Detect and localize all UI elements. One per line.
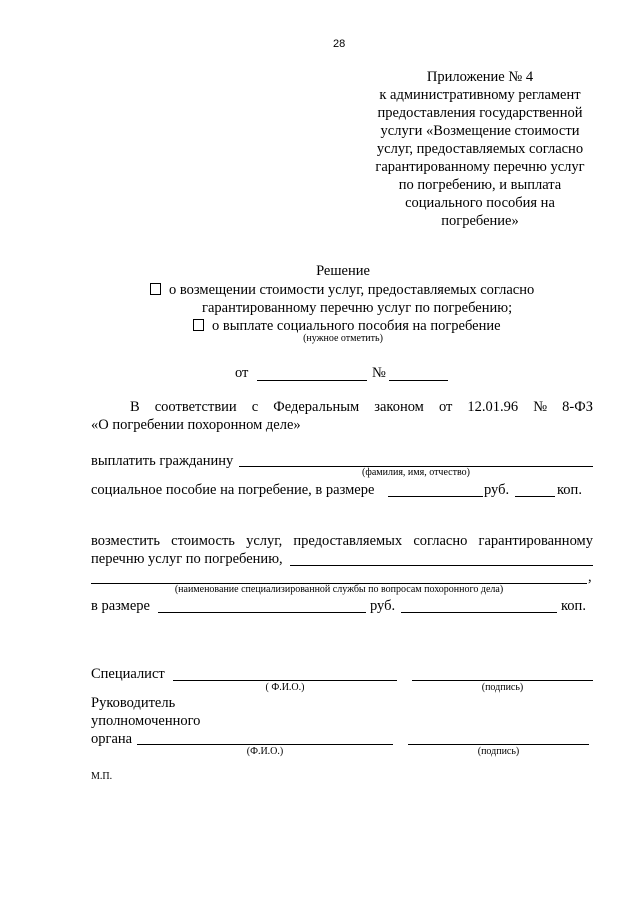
head-signature-field[interactable]	[408, 744, 589, 745]
option-reimburse-label: о возмещении стоимости услуг, предоставляемых согласно	[169, 282, 535, 298]
date-field[interactable]	[257, 380, 367, 381]
basis-word: законом	[374, 399, 424, 415]
basis-word: соответствии	[154, 399, 237, 415]
allowance-rub-field[interactable]	[388, 496, 483, 497]
basis-word: от	[438, 399, 453, 415]
appendix-line: предоставления государственной	[377, 105, 583, 121]
pay-citizen-label: выплатить гражданину	[91, 453, 234, 469]
appendix-line: погребение»	[441, 213, 519, 229]
appendix-line: услуги «Возмещение стоимости	[380, 123, 580, 139]
head-fio-hint: (Ф.И.О.)	[246, 746, 284, 757]
basis-word: с	[251, 399, 259, 415]
head-label-line2: уполномоченного	[91, 713, 201, 729]
stamp-place: М.П.	[91, 771, 113, 782]
reimburse-comma: ,	[588, 569, 592, 585]
head-label-line3: органа	[91, 731, 133, 747]
basis-word: 12.01.96	[467, 399, 519, 415]
specialist-signature-field[interactable]	[412, 680, 593, 681]
number-label: №	[372, 365, 386, 381]
date-label: от	[235, 365, 249, 381]
reimburse-rub-field[interactable]	[158, 612, 366, 613]
option-reimburse-label-cont: гарантированному перечню услуг по погребению;	[202, 300, 513, 316]
appendix-line: к административному регламент	[379, 87, 581, 103]
service-name-field[interactable]	[290, 565, 593, 566]
number-field[interactable]	[389, 380, 448, 381]
reimburse-kop-label: коп.	[561, 598, 586, 614]
checkbox-icon[interactable]	[150, 283, 161, 295]
basis-word: 8-ФЗ	[562, 399, 593, 415]
reimburse-word: предоставляемых	[293, 533, 403, 549]
reimburse-word: гарантированному	[478, 533, 593, 549]
head-signature-hint: (подпись)	[477, 746, 520, 757]
reimburse-kop-field[interactable]	[401, 612, 557, 613]
appendix-line: по погребению, и выплата	[398, 177, 562, 193]
reimburse-amount-label: в размере	[91, 598, 150, 614]
reimburse-line	[91, 532, 593, 550]
reimburse-rub-label: руб.	[370, 598, 396, 614]
head-label-line1: Руководитель	[91, 695, 176, 711]
basis-word: №	[533, 399, 548, 415]
appendix-line: гарантированному перечню услуг	[375, 159, 585, 175]
basis-line	[130, 398, 593, 416]
option-reimburse[interactable]	[150, 281, 534, 299]
reimburse-line2: перечню услуг по погребению,	[91, 551, 283, 567]
basis-word: Федеральным	[273, 399, 360, 415]
appendix-line: социального пособия на	[405, 195, 555, 211]
decision-title: Решение	[316, 263, 370, 279]
basis-law: «О погребении похоронном деле»	[91, 417, 301, 433]
specialist-fio-hint: ( Ф.И.О.)	[265, 682, 305, 693]
page-number: 28	[333, 38, 346, 50]
checkbox-icon[interactable]	[193, 319, 204, 331]
allowance-label: социальное пособие на погребение, в размере	[91, 482, 375, 498]
specialist-label: Специалист	[91, 666, 165, 682]
appendix-title: Приложение № 4	[426, 69, 534, 85]
reimburse-word: согласно	[413, 533, 468, 549]
reimburse-word: стоимость	[171, 533, 235, 549]
allowance-rub-label: руб.	[484, 482, 510, 498]
specialist-signature-hint: (подпись)	[481, 682, 524, 693]
appendix-line: услуг, предоставляемых согласно	[376, 141, 584, 157]
basis-word: В	[130, 399, 140, 415]
option-allowance-label: о выплате социального пособия на погребение	[212, 318, 501, 334]
reimburse-word: возместить	[91, 533, 160, 549]
head-fio-field[interactable]	[137, 744, 393, 745]
specialist-fio-field[interactable]	[173, 680, 397, 681]
service-hint: (наименование специализированной службы по вопросам похоронного дела)	[174, 584, 504, 595]
allowance-kop-label: коп.	[557, 482, 582, 498]
reimburse-word: услуг,	[246, 533, 283, 549]
mark-hint: (нужное отметить)	[303, 333, 383, 344]
fio-hint: (фамилия, имя, отчество)	[362, 467, 470, 478]
allowance-kop-field[interactable]	[515, 496, 555, 497]
